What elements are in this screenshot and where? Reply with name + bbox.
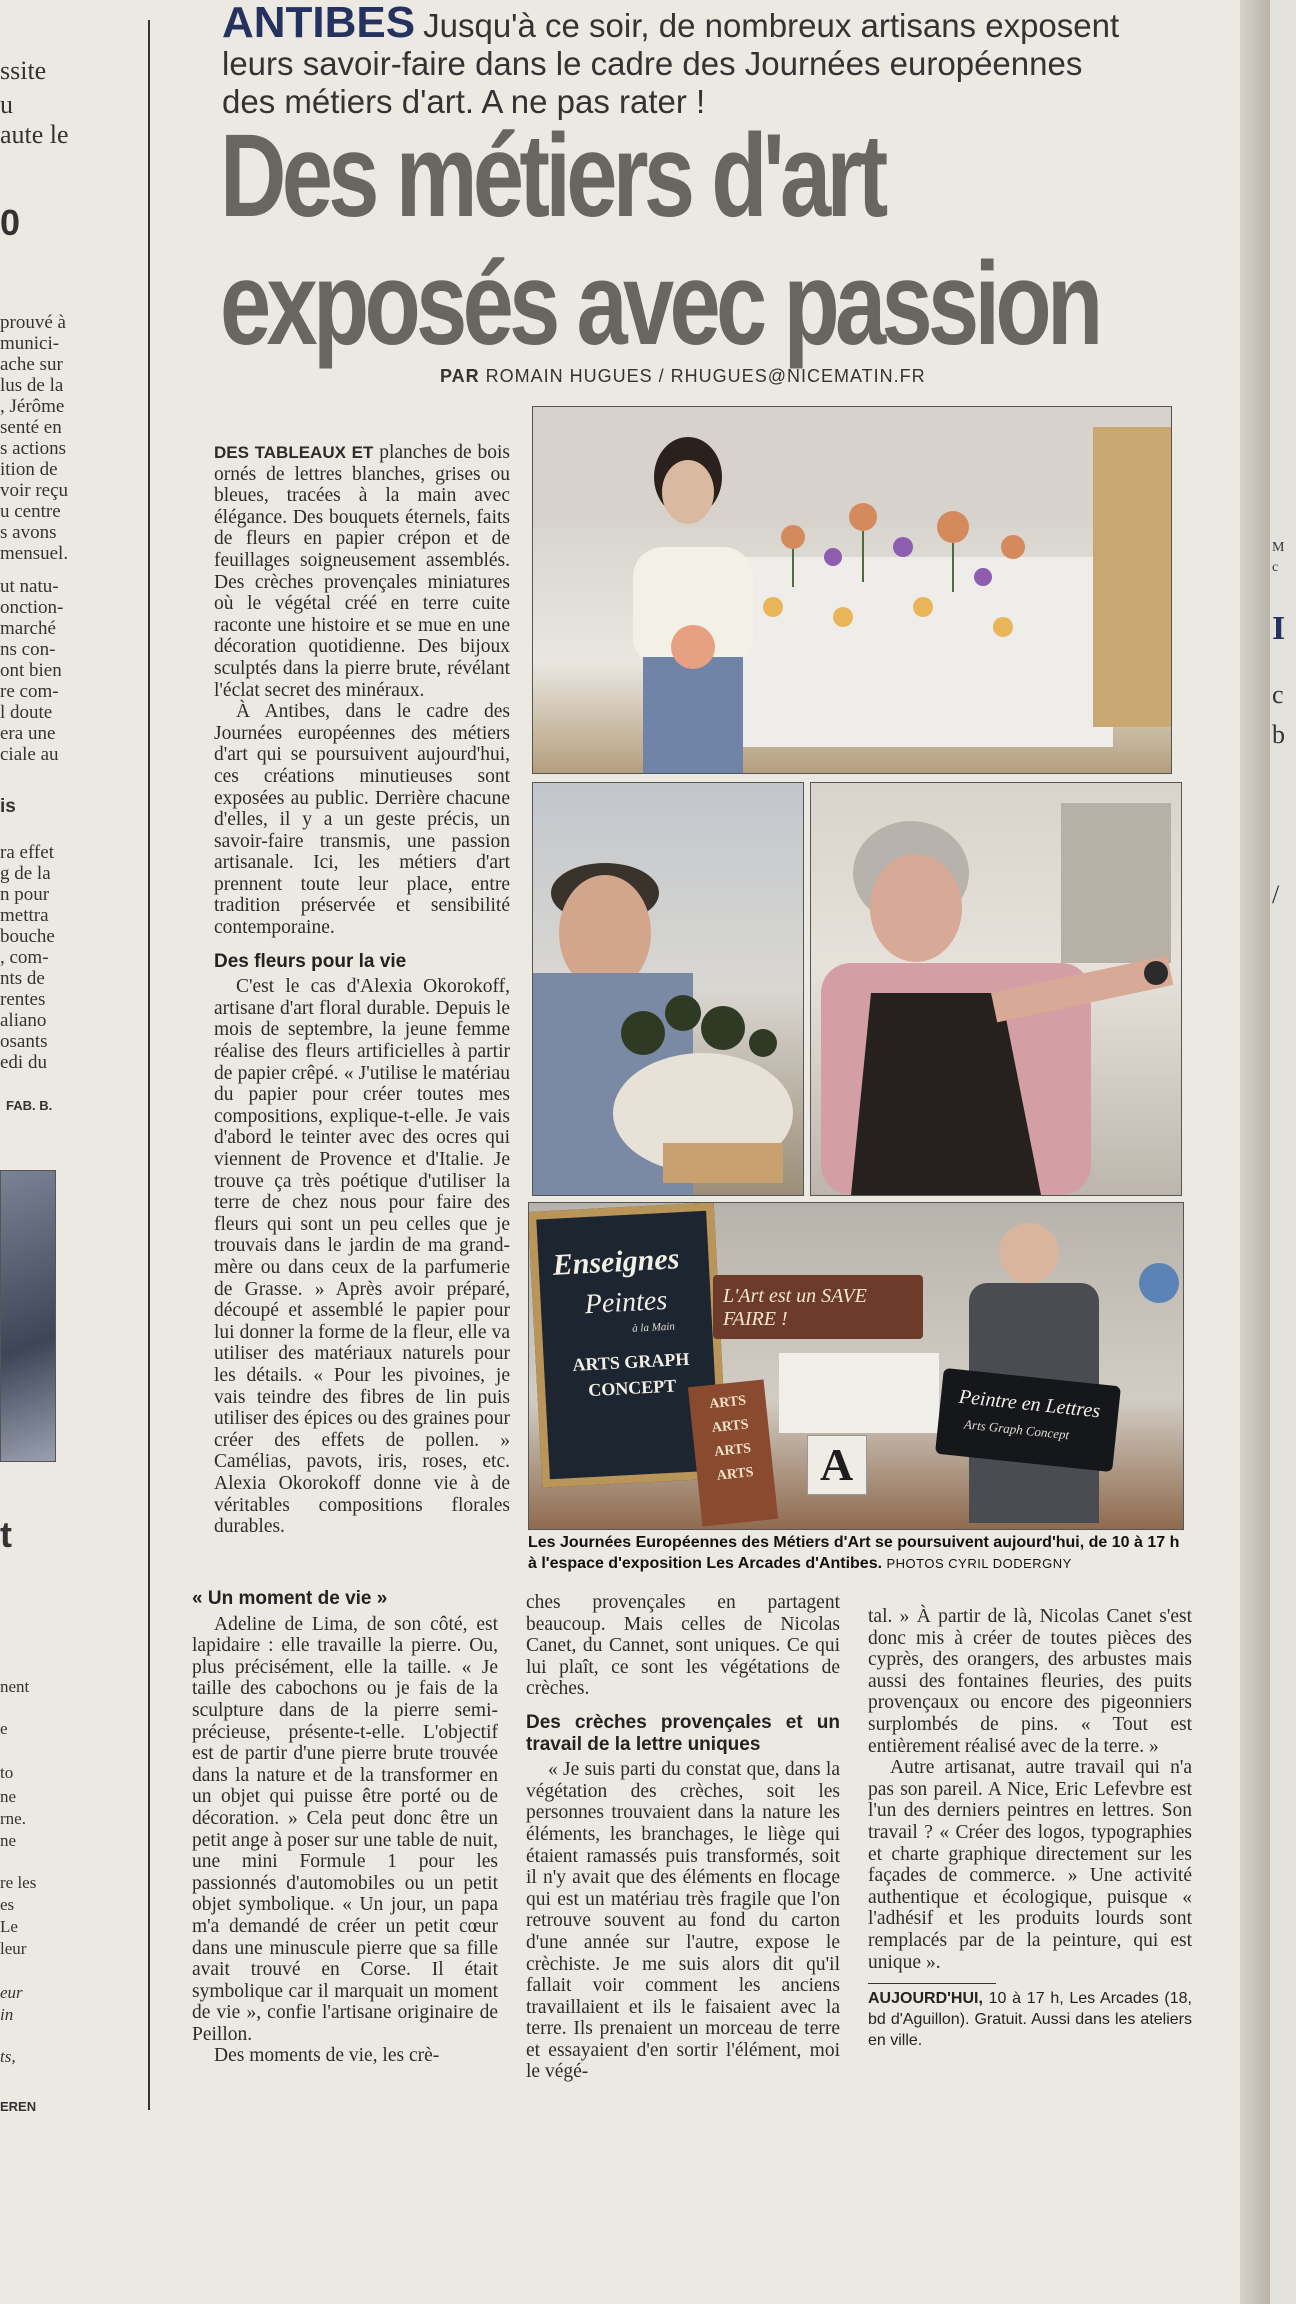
left-fragment: onction- <box>0 597 64 618</box>
left-fragment: ne <box>0 1787 17 1806</box>
floral-stand-illustration <box>533 407 1171 773</box>
paragraph: planches de bois ornés de lettres blanches, grises ou bleues, tracées à la main avec élégance. Des bouquets éternels, faits de fleurs en papier crépon et de feuillages soigneusement assemblés. Des crèches provençales miniatures où le végétal créé en terre cuite raconte une histoire et se mue en une décoration quotidienne. Des bijoux sculptés dans la pierre brute, révélant l'éclat secret des minéraux. <box>214 442 510 701</box>
right-fragment: I <box>1272 610 1286 647</box>
paragraph: C'est le cas d'Alexia Okorokoff, artisane d'art floral durable. Depuis le mois de septembre, la jeune femme réalise des fleurs artificielles à partir de papier crêpé. « J'utilise le matériau du papier pour créer toutes mes compositions, explique-t-elle. Je vais d'abord le teinter avec des ocres qui viennent de Provence et d'Italie. Je trouve ça très poétique d'utiliser la terre de chez nous pour faire des fleurs qui sont un peu celles que je trouvais dans le jardin de ma grand-mère ou dans ceux de la parfumerie de Grasse. » Après avoir préparé, découpé et assemblé le papier pour lui donner la forme de la fleur, elle va utiliser des matériaux naturels pour les détails. « Pour les pivoines, je vais teindre des fibres de lin puis utiliser des épices ou des graines pour créer des effets de pollen. » Camélias, pavots, iris, roses, etc. Alexia Okorokoff donne vie à de véritables compositions florales durables. <box>214 976 510 1538</box>
article-deck <box>222 0 1122 121</box>
byline-par: PAR <box>440 366 480 386</box>
painted-case <box>935 1368 1121 1472</box>
sign-text: à la Main <box>631 1320 676 1335</box>
left-fragment: 0 <box>0 202 21 243</box>
left-fragment: ition de <box>0 459 58 480</box>
case-text: Peintre en Lettres <box>957 1385 1102 1423</box>
photo-lapidary-artisan <box>810 782 1182 1196</box>
paragraph: ches provençales en partagent beaucoup. Mais celles de Nicolas Canet, du Cannet, sont uniques. Ce qui lui plaît, ce sont les végétations de crèches. <box>526 1592 840 1700</box>
left-fragment: l doute <box>0 702 53 723</box>
right-fragment: c <box>1272 680 1284 709</box>
left-fragment: in <box>0 2005 14 2024</box>
right-fragment: c <box>1272 560 1279 575</box>
left-fragment: ssite <box>0 56 47 85</box>
left-fragment: lus de la <box>0 375 64 396</box>
left-fragment: u <box>0 90 13 119</box>
photo-creche-artisan <box>532 782 804 1196</box>
photo-credit: PHOTOS CYRIL DODERGNY <box>886 1556 1072 1571</box>
article-column-2 <box>526 1592 840 2083</box>
byline <box>440 366 926 387</box>
paragraph: Adeline de Lima, de son côté, est lapidaire : elle travaille la pierre. Ou, plus précisément, elle la taille. « Je taille des cabochons ou je fais de la sculpture dans de la pierre semi-précieuse, présente-t-elle. L'objectif est de partir d'une pierre brute trouvée dans la nature et de la transformer en un objet qui puisse être porté ou de décoration. » Cela peut donc être un petit ange à poser sur une table de nuit, une mini Formule 1 pour les passionnés d'automobiles ou un petit objet symbolique. « Un jour, un papa m'a demandé de créer un petit cœur dans une minuscule pierre que sa fille avait trouvé en Corse. Il était symbolique car il marquait un moment de vie », confie l'artisane originaire de Peillon. <box>192 1613 498 2045</box>
info-separator <box>868 1983 996 1984</box>
article-column-1 <box>214 442 510 1538</box>
title-line: Des métiers d'art <box>220 110 884 242</box>
column-rule <box>148 20 150 2110</box>
left-fragment: u centre <box>0 501 61 522</box>
sign-text: ARTS GRAPH CONCEPT <box>571 1348 690 1401</box>
left-fragment: is <box>0 796 16 817</box>
display-table <box>779 1353 939 1433</box>
paragraph: Autre artisanat, autre travail qui n'a pas son pareil. A Nice, Eric Lefevbre est l'un des derniers peintres en lettres. Son travail ? « Créer des logos, typographies et charte graphique directement sur les façades de commerce. » Une activité authentique et écologique, puisque « l'adhésif et les produits lourds sont remplacés par de la peinture, qui est unique ». <box>868 1757 1192 1973</box>
left-fragment: ra effet <box>0 842 54 863</box>
creche-artisan-illustration <box>533 783 803 1195</box>
left-fragment: leur <box>0 1939 27 1958</box>
paragraph: « Je suis parti du constat que, dans la végétation des crèches, soit les personnes trouvaient dans la nature les éléments, les branchages, le liège qui étaient ramassés puis transformés, soit il n'y avait que des éléments en flocage qui est un matériau très fragile que l'on retrouve souvent au fond du carton d'une année sur l'autre, expose le crèchiste. Je me suis alors dit qu'il fallait voir comment les anciens travaillaient et ils le faisaient avec la terre. Ils prenaient un morceau de terre et essayaient d'en sortir l'élément, moi le végé- <box>526 1759 840 2083</box>
next-page-edge <box>1270 0 1296 2304</box>
left-fragment: FAB. B. <box>6 1098 53 1113</box>
left-fragment: bouche <box>0 926 55 947</box>
right-fragment: b <box>1272 720 1285 749</box>
decor-plate <box>1139 1263 1179 1303</box>
sign-text: A <box>820 1439 854 1490</box>
deck-text: Jusqu'à ce soir, de nombreux artisans exposent leurs savoir-faire dans le cadre des Journées européennes des métiers d'art. A ne pas rater ! <box>222 7 1120 120</box>
left-fragment: , Jérôme <box>0 396 65 417</box>
left-fragment: nts de <box>0 968 45 989</box>
left-fragment: marché <box>0 618 56 639</box>
left-fragment: mensuel. <box>0 543 69 564</box>
left-fragment: , com- <box>0 947 49 968</box>
left-fragment: edi du <box>0 1052 47 1073</box>
photo-caption <box>528 1532 1192 1574</box>
title-line: exposés avec passion <box>220 238 1099 370</box>
left-fragment: EREN <box>0 2099 37 2114</box>
sign-text: Peintes <box>584 1284 668 1321</box>
left-fragment: osants <box>0 1031 48 1052</box>
article-column-1-lower <box>192 1588 498 2067</box>
article-title <box>220 112 1098 368</box>
sign-text: L'Art est un SAVE FAIRE ! <box>723 1285 867 1330</box>
left-fragment: re les <box>0 1873 37 1892</box>
article-column-3 <box>868 1606 1192 2051</box>
artisan-head <box>999 1223 1059 1283</box>
subheading: Des crèches provençales et un travail de la lettre uniques <box>526 1711 840 1755</box>
info-box <box>868 1988 1192 2051</box>
left-fragment: rne. <box>0 1809 26 1828</box>
lead-caps: DES TABLEAUX ET <box>214 443 374 462</box>
left-fragment: era une <box>0 723 56 744</box>
left-fragment: re com- <box>0 681 59 702</box>
left-fragment: voir reçu <box>0 480 69 501</box>
wooden-sign <box>713 1275 923 1339</box>
left-fragment: ciale au <box>0 744 59 765</box>
left-fragment: aute le <box>0 120 69 149</box>
left-fragment: ns con- <box>0 639 56 660</box>
letter-a-block <box>807 1435 867 1495</box>
byline-author: ROMAIN HUGUES / RHUGUES@NICEMATIN.FR <box>485 366 926 386</box>
left-fragment: aliano <box>0 1010 47 1031</box>
left-column-fragments <box>0 0 146 2140</box>
left-fragment: munici- <box>0 333 60 354</box>
article-kicker: ANTIBES <box>222 0 416 47</box>
right-fragment: M <box>1272 540 1285 555</box>
paragraph: tal. » À partir de là, Nicolas Canet s'est donc mis à créer de toutes pièces des cyprès, des orangers, des arbustes mais aussi des fontaines fleuries, des puits provençaux ou encore des pigeonniers surplombés de pins. « Tout est entièrement réalisé avec de la terre. » <box>868 1606 1192 1757</box>
caption-text: Les Journées Européennes des Métiers d'Art se poursuivent aujourd'hui, de 10 à 17 h à l'espace d'exposition Les Arcades d'Antibes. <box>528 1534 1180 1572</box>
left-fragment: g de la <box>0 863 51 884</box>
photo-sign-painter <box>528 1202 1184 1530</box>
info-text: 10 à 17 h, Les Arcades (18, bd d'Aguillon). Gratuit. Aussi dans les ateliers en ville. <box>868 1990 1193 2050</box>
photo-floral-artisan <box>532 406 1172 774</box>
paragraph: Des moments de vie, les crè- <box>214 2045 440 2067</box>
left-fragment: ts, <box>0 2047 16 2066</box>
left-fragment: rentes <box>0 989 46 1010</box>
info-label: AUJOURD'HUI, <box>868 1990 983 2008</box>
left-fragment: to <box>0 1763 14 1782</box>
left-fragment: senté en <box>0 417 62 438</box>
left-fragment: t <box>0 1514 12 1555</box>
left-fragment: prouvé à <box>0 312 66 333</box>
lapidary-illustration <box>811 783 1181 1195</box>
paragraph: À Antibes, dans le cadre des Journées européennes des métiers d'art qui se poursuivent aujourd'hui, ces créations minutieuses sont exposées au public. Derrière chacune d'elles, il y a un geste précis, un savoir-faire transmis, une passion artisanale. Ici, les métiers d'art prennent toute leur place, entre tradition préservée et sensibilité contemporaine. <box>214 701 510 939</box>
left-fragment: n pour <box>0 884 50 905</box>
subheading: Des fleurs pour la vie <box>214 950 407 972</box>
left-fragment: eur <box>0 1983 23 2002</box>
left-fragment: mettra <box>0 905 49 926</box>
sign-text: ARTS ARTS ARTS ARTS <box>708 1393 755 1484</box>
left-fragment: ont bien <box>0 660 62 681</box>
case-text: Arts Graph Concept <box>963 1416 1070 1443</box>
left-fragment: ache sur <box>0 354 63 375</box>
left-fragment: ne <box>0 1831 17 1850</box>
left-fragment: es <box>0 1895 15 1914</box>
page-fold-shadow <box>1240 0 1270 2304</box>
left-fragment: s avons <box>0 522 57 543</box>
left-fragment: ut natu- <box>0 576 59 597</box>
left-fragment: s actions <box>0 438 66 459</box>
sign-text: Enseignes <box>551 1242 681 1282</box>
left-fragment: Le <box>0 1917 18 1936</box>
arts-sign <box>688 1379 778 1526</box>
left-fragment: e <box>0 1719 8 1738</box>
left-photo-fragment <box>0 1170 56 1462</box>
subheading: « Un moment de vie » <box>192 1588 388 1609</box>
right-fragment: / <box>1272 880 1280 909</box>
left-fragment: nent <box>0 1677 30 1696</box>
